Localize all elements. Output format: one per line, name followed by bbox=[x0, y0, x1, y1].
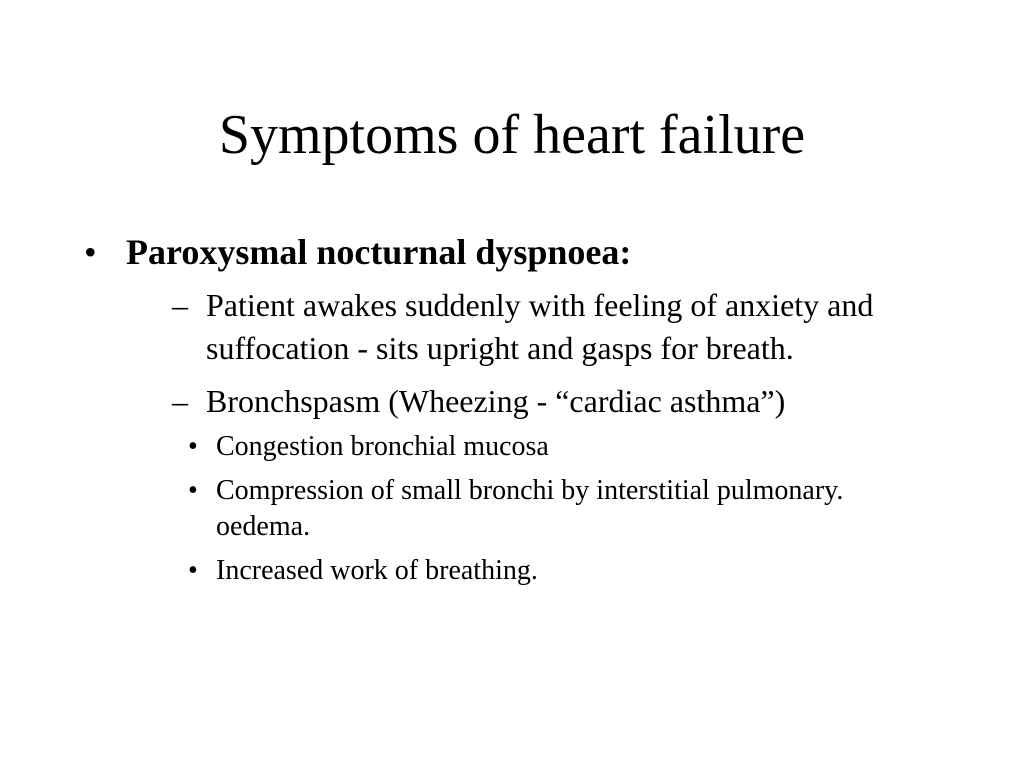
detail-text: Increased work of breathing. bbox=[216, 555, 538, 586]
detail-compression-small-bronchi bbox=[188, 473, 906, 545]
dash-marker: – bbox=[172, 383, 188, 419]
detail-text: Congestion bronchial mucosa bbox=[216, 431, 549, 462]
bullet-paroxysmal-nocturnal-dyspnoea bbox=[84, 226, 964, 278]
sub-bullet-bronchspasm bbox=[170, 380, 986, 423]
detail-increased-work-of-breathing bbox=[188, 553, 906, 589]
sub-bullet-patient-awakes bbox=[170, 284, 986, 370]
sub-bullet-text: Patient awakes suddenly with feeling of anxiety and suffocation - sits upright and gasps for breath. bbox=[206, 287, 874, 366]
slide-body bbox=[84, 226, 964, 589]
sub-bullet-text: Bronchspasm (Wheezing - “cardiac asthma”) bbox=[206, 383, 786, 419]
dash-marker: – bbox=[172, 287, 188, 323]
bullet-marker: • bbox=[188, 475, 198, 506]
detail-text: Compression of small bronchi by interstitial pulmonary. oedema. bbox=[216, 475, 844, 542]
bullet-marker: • bbox=[188, 555, 198, 586]
slide-title: Symptoms of heart failure bbox=[218, 104, 806, 166]
bullet-text: Paroxysmal nocturnal dyspnoea: bbox=[126, 232, 632, 272]
bullet-marker: • bbox=[188, 431, 198, 462]
detail-congestion-bronchial-mucosa bbox=[188, 429, 906, 465]
bullet-marker: • bbox=[84, 232, 97, 272]
